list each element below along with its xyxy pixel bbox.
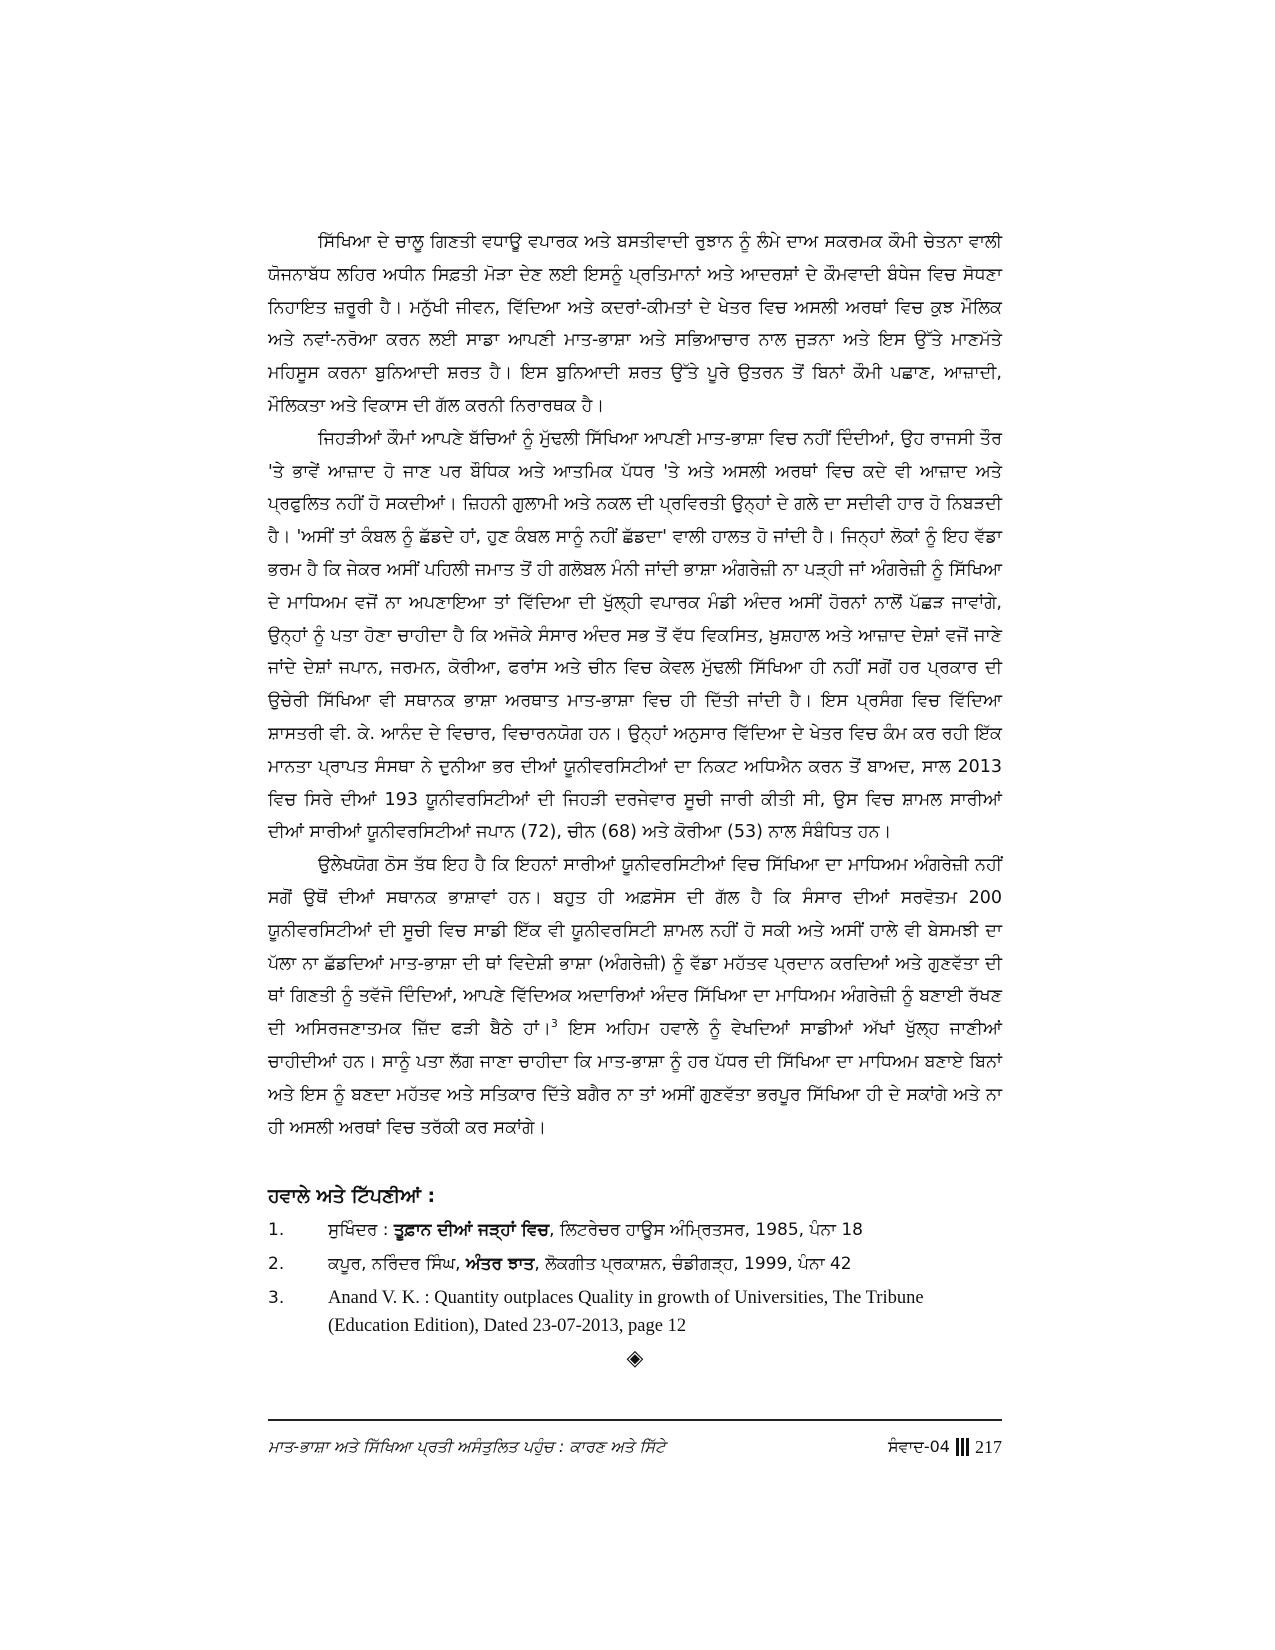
reference-item <box>268 1284 1002 1340</box>
paragraph-1: ਸਿੱਖਿਆ ਦੇ ਚਾਲੂ ਗਿਣਤੀ ਵਧਾਊ ਵਪਾਰਕ ਅਤੇ ਬਸਤੀਵਾਦੀ ਰੁਝਾਨ ਨੂੰ ਲੰਮੇ ਦਾਅ ਸਕਰਮਕ ਕੌਮੀ ਚੇਤਨਾ ਵਾਲੀ ਯੋਜਨਾਬੱਧ ਲਹਿਰ ਅਧੀਨ ਸਿਫ਼ਤੀ ਮੋੜਾ ਦੇਣ ਲਈ ਇਸਨੂੰ ਪ੍ਰਤਿਮਾਨਾਂ ਅਤੇ ਆਦਰਸ਼ਾਂ ਦੇ ਕੌਮਵਾਦੀ ਬੰਧੇਜ ਵਿਚ ਸੋਧਣਾ ਨਿਹਾਇਤ ਜ਼ਰੂਰੀ ਹੈ। ਮਨੁੱਖੀ ਜੀਵਨ, ਵਿੱਦਿਆ ਅਤੇ ਕਦਰਾਂ-ਕੀਮਤਾਂ ਦੇ ਖੇਤਰ ਵਿਚ ਅਸਲੀ ਅਰਥਾਂ ਵਿਚ ਕੁਝ ਮੌਲਿਕ ਅਤੇ ਨਵਾਂ-ਨਰੋਆ ਕਰਨ ਲਈ ਸਾਡਾ ਆਪਣੀ ਮਾਤ-ਭਾਸ਼ਾ ਅਤੇ ਸਭਿਆਚਾਰ ਨਾਲ ਜੁੜਨਾ ਅਤੇ ਇਸ ਉੱਤੇ ਮਾਣਮੱਤੇ ਮਹਿਸੂਸ ਕਰਨਾ ਬੁਨਿਆਦੀ ਸ਼ਰਤ ਹੈ। ਇਸ ਬੁਨਿਆਦੀ ਸ਼ਰਤ ਉੱਤੇ ਪੂਰੇ ਉਤਰਨ ਤੋਂ ਬਿਨਾਂ ਕੌਮੀ ਪਛਾਣ, ਆਜ਼ਾਦੀ, ਮੌਲਿਕਤਾ ਅਤੇ ਵਿਕਾਸ ਦੀ ਗੱਲ ਕਰਨੀ ਨਿਰਾਰਥਕ ਹੈ। <box>268 232 1002 416</box>
reference-publisher: , ਲਿਟਰੇਚਰ ਹਾਊਸ ਅੰਮ੍ਰਿਤਸਰ, 1985, ਪੰਨਾ 18 <box>549 1220 863 1241</box>
reference-item <box>268 1250 1002 1278</box>
diamond-ornament-icon: ◈ <box>626 1346 644 1372</box>
paragraph-3 <box>268 849 1002 1144</box>
reference-number: 2. <box>268 1254 285 1275</box>
reference-publisher: , ਲੋਕਗੀਤ ਪ੍ਰਕਾਸ਼ਨ, ਚੰਡੀਗੜ੍ਹ, 1999, ਪੰਨਾ 42 <box>534 1254 852 1275</box>
footer-divider <box>268 1419 1002 1421</box>
reference-number: 1. <box>268 1220 285 1241</box>
footer-meta <box>888 1437 1002 1458</box>
reference-author: ਕਪੂਰ, ਨਰਿੰਦਰ ਸਿੰਘ, <box>328 1254 466 1275</box>
reference-text <box>328 1216 1002 1244</box>
article-body <box>268 226 1002 1372</box>
paragraph-3-continuation: ਇਸ ਅਹਿਮ ਹਵਾਲੇ ਨੂੰ ਵੇਖਦਿਆਂ ਸਾਡੀਆਂ ਅੱਖਾਂ ਖੁੱਲ੍ਹ ਜਾਣੀਆਂ ਚਾਹੀਦੀਆਂ ਹਨ। ਸਾਨੂੰ ਪਤਾ ਲੱਗ ਜਾਣਾ ਚਾਹੀਦਾ ਕਿ ਮਾਤ-ਭਾਸ਼ਾ ਨੂੰ ਹਰ ਪੱਧਰ ਦੀ ਸਿੱਖਿਆ ਦਾ ਮਾਧਿਅਮ ਬਣਾਏ ਬਿਨਾਂ ਅਤੇ ਇਸ ਨੂੰ ਬਣਦਾ ਮਹੱਤਵ ਅਤੇ ਸਤਿਕਾਰ ਦਿੱਤੇ ਬਗੈਰ ਨਾ ਤਾਂ ਅਸੀਂ ਗੁਣਵੱਤਾ ਭਰਪੂਰ ਸਿੱਖਿਆ ਹੀ ਦੇ ਸਕਾਂਗੇ ਅਤੇ ਨਾ ਹੀ ਅਸਲੀ ਅਰਥਾਂ ਵਿਚ ਤਰੱਕੀ ਕਰ ਸਕਾਂਗੇ। <box>268 1019 1002 1138</box>
reference-citation: Anand V. K. : Quantity outplaces Quality in growth of Universities, The Tribune (Education Edition), Dated 23-07-2013, page 12 <box>328 1288 924 1337</box>
journal-name: ਸੰਵਾਦ-04 <box>888 1437 950 1456</box>
reference-number: 3. <box>268 1288 285 1309</box>
reference-text <box>328 1250 1002 1278</box>
paragraph-3-text: ਉਲੇਖਯੋਗ ਠੋਸ ਤੱਥ ਇਹ ਹੈ ਕਿ ਇਹਨਾਂ ਸਾਰੀਆਂ ਯੂਨੀਵਰਸਿਟੀਆਂ ਵਿਚ ਸਿੱਖਿਆ ਦਾ ਮਾਧਿਅਮ ਅੰਗਰੇਜ਼ੀ ਨਹੀਂ ਸਗੋਂ ਉਥੋਂ ਦੀਆਂ ਸਥਾਨਕ ਭਾਸ਼ਾਵਾਂ ਹਨ। ਬਹੁਤ ਹੀ ਅਫ਼ਸੋਸ ਦੀ ਗੱਲ ਹੈ ਕਿ ਸੰਸਾਰ ਦੀਆਂ ਸਰਵੋਤਮ 200 ਯੂਨੀਵਰਸਿਟੀਆਂ ਦੀ ਸੂਚੀ ਵਿਚ ਸਾਡੀ ਇੱਕ ਵੀ ਯੂਨੀਵਰਸਿਟੀ ਸ਼ਾਮਲ ਨਹੀਂ ਹੋ ਸਕੀ ਅਤੇ ਅਸੀਂ ਹਾਲੇ ਵੀ ਬੇਸਮਝੀ ਦਾ ਪੱਲਾ ਨਾ ਛੱਡਦਿਆਂ ਮਾਤ-ਭਾਸ਼ਾ ਦੀ ਥਾਂ ਵਿਦੇਸ਼ੀ ਭਾਸ਼ਾ (ਅੰਗਰੇਜ਼ੀ) ਨੂੰ ਵੱਡਾ ਮਹੱਤਵ ਪ੍ਰਦਾਨ ਕਰਦਿਆਂ ਅਤੇ ਗੁਣਵੱਤਾ ਦੀ ਥਾਂ ਗਿਣਤੀ ਨੂੰ ਤਵੱਜੋ ਦਿੰਦਿਆਂ, ਆਪਣੇ ਵਿੱਦਿਅਕ ਅਦਾਰਿਆਂ ਅੰਦਰ ਸਿੱਖਿਆ ਦਾ ਮਾਧਿਅਮ ਅੰਗਰੇਜ਼ੀ ਨੂੰ ਬਣਾਈ ਰੱਖਣ ਦੀ ਅਸਿਰਜਣਾਤਮਕ ਜ਼ਿੱਦ ਫੜੀ ਬੈਠੇ ਹਾਂ। <box>268 855 1002 1040</box>
paragraph-2: ਜਿਹੜੀਆਂ ਕੌਮਾਂ ਆਪਣੇ ਬੱਚਿਆਂ ਨੂੰ ਮੁੱਢਲੀ ਸਿੱਖਿਆ ਆਪਣੀ ਮਾਤ-ਭਾਸ਼ਾ ਵਿਚ ਨਹੀਂ ਦਿੰਦੀਆਂ, ਉਹ ਰਾਜਸੀ ਤੌਰ 'ਤੇ ਭਾਵੇਂ ਆਜ਼ਾਦ ਹੋ ਜਾਣ ਪਰ ਬੌਧਿਕ ਅਤੇ ਆਤਮਿਕ ਪੱਧਰ 'ਤੇ ਅਤੇ ਅਸਲੀ ਅਰਥਾਂ ਵਿਚ ਕਦੇ ਵੀ ਆਜ਼ਾਦ ਅਤੇ ਪ੍ਰਫੁਲਿਤ ਨਹੀਂ ਹੋ ਸਕਦੀਆਂ। ਜ਼ਿਹਨੀ ਗੁਲਾਮੀ ਅਤੇ ਨਕਲ ਦੀ ਪ੍ਰਵਿਰਤੀ ਉਨ੍ਹਾਂ ਦੇ ਗਲੇ ਦਾ ਸਦੀਵੀ ਹਾਰ ਹੋ ਨਿਬੜਦੀ ਹੈ। 'ਅਸੀਂ ਤਾਂ ਕੰਬਲ ਨੂੰ ਛੱਡਦੇ ਹਾਂ, ਹੁਣ ਕੰਬਲ ਸਾਨੂੰ ਨਹੀਂ ਛੱਡਦਾ' ਵਾਲੀ ਹਾਲਤ ਹੋ ਜਾਂਦੀ ਹੈ। ਜਿਨ੍ਹਾਂ ਲੋਕਾਂ ਨੂੰ ਇਹ ਵੱਡਾ ਭਰਮ ਹੈ ਕਿ ਜੇਕਰ ਅਸੀਂ ਪਹਿਲੀ ਜਮਾਤ ਤੋਂ ਹੀ ਗਲੋਬਲ ਮੰਨੀ ਜਾਂਦੀ ਭਾਸ਼ਾ ਅੰਗਰੇਜ਼ੀ ਨਾ ਪੜ੍ਹੀ ਜਾਂ ਅੰਗਰੇਜ਼ੀ ਨੂੰ ਸਿੱਖਿਆ ਦੇ ਮਾਧਿਅਮ ਵਜੋਂ ਨਾ ਅਪਣਾਇਆ ਤਾਂ ਵਿੱਦਿਆ ਦੀ ਖੁੱਲ੍ਹੀ ਵਪਾਰਕ ਮੰਡੀ ਅੰਦਰ ਅਸੀਂ ਹੋਰਨਾਂ ਨਾਲੋਂ ਪੱਛੜ ਜਾਵਾਂਗੇ, ਉਨ੍ਹਾਂ ਨੂੰ ਪਤਾ ਹੋਣਾ ਚਾਹੀਦਾ ਹੈ ਕਿ ਅਜੋਕੇ ਸੰਸਾਰ ਅੰਦਰ ਸਭ ਤੋਂ ਵੱਧ ਵਿਕਸਿਤ, ਖ਼ੁਸ਼ਹਾਲ ਅਤੇ ਆਜ਼ਾਦ ਦੇਸ਼ਾਂ ਵਜੋਂ ਜਾਣੇ ਜਾਂਦੇ ਦੇਸ਼ਾਂ ਜਪਾਨ, ਜਰਮਨ, ਕੋਰੀਆ, ਫਰਾਂਸ ਅਤੇ ਚੀਨ ਵਿਚ ਕੇਵਲ ਮੁੱਢਲੀ ਸਿੱਖਿਆ ਹੀ ਨਹੀਂ ਸਗੋਂ ਹਰ ਪ੍ਰਕਾਰ ਦੀ ਉਚੇਰੀ ਸਿੱਖਿਆ ਵੀ ਸਥਾਨਕ ਭਾਸ਼ਾ ਅਰਥਾਤ ਮਾਤ-ਭਾਸ਼ਾ ਵਿਚ ਹੀ ਦਿੱਤੀ ਜਾਂਦੀ ਹੈ। ਇਸ ਪ੍ਰਸੰਗ ਵਿਚ ਵਿੱਦਿਆ ਸ਼ਾਸਤਰੀ ਵੀ. ਕੇ. ਆਨੰਦ ਦੇ ਵਿਚਾਰ, ਵਿਚਾਰਨਯੋਗ ਹਨ। ਉਨ੍ਹਾਂ ਅਨੁਸਾਰ ਵਿੱਦਿਆ ਦੇ ਖੇਤਰ ਵਿਚ ਕੰਮ ਕਰ ਰਹੀ ਇੱਕ ਮਾਨਤਾ ਪ੍ਰਾਪਤ ਸੰਸਥਾ ਨੇ ਦੁਨੀਆ ਭਰ ਦੀਆਂ ਯੂਨੀਵਰਸਿਟੀਆਂ ਦਾ ਨਿਕਟ ਅਧਿਐਨ ਕਰਨ ਤੋਂ ਬਾਅਦ, ਸਾਲ 2013 ਵਿਚ ਸਿਰੇ ਦੀਆਂ 193 ਯੂਨੀਵਰਸਿਟੀਆਂ ਦੀ ਜਿਹੜੀ ਦਰਜੇਵਾਰ ਸੂਚੀ ਜਾਰੀ ਕੀਤੀ ਸੀ, ਉਸ ਵਿਚ ਸ਼ਾਮਲ ਸਾਰੀਆਂ ਦੀਆਂ ਸਾਰੀਆਂ ਯੂਨੀਵਰਸਿਟੀਆਂ ਜਪਾਨ (72), ਚੀਨ (68) ਅਤੇ ਕੋਰੀਆ (53) ਨਾਲ ਸੰਬੰਧਿਤ ਹਨ। <box>268 428 1002 843</box>
reference-title: ਅੰਤਰ ਝਾਤ <box>466 1254 535 1275</box>
reference-text <box>328 1284 1002 1340</box>
footnote-marker[interactable]: 3 <box>550 1017 558 1031</box>
reference-item <box>268 1216 1002 1244</box>
references-list <box>268 1216 1002 1340</box>
reference-title: ਤੂਫ਼ਾਨ ਦੀਆਂ ਜੜ੍ਹਾਂ ਵਿਚ <box>393 1220 550 1241</box>
references-heading: ਹਵਾਲੇ ਅਤੇ ਟਿੱਪਣੀਆਂ : <box>268 1185 436 1208</box>
reference-author: ਸੁਖਿੰਦਰ : <box>328 1220 394 1241</box>
running-title: ਮਾਤ-ਭਾਸ਼ਾ ਅਤੇ ਸਿੱਖਿਆ ਪ੍ਰਤੀ ਅਸੰਤੁਲਿਤ ਪਹੁੰਚ : ਕਾਰਣ ਅਤੇ ਸਿੱਟੇ <box>268 1437 666 1456</box>
bars-separator-icon <box>956 1438 969 1456</box>
page-footer <box>268 1432 1002 1462</box>
page-number: 217 <box>975 1436 1002 1457</box>
